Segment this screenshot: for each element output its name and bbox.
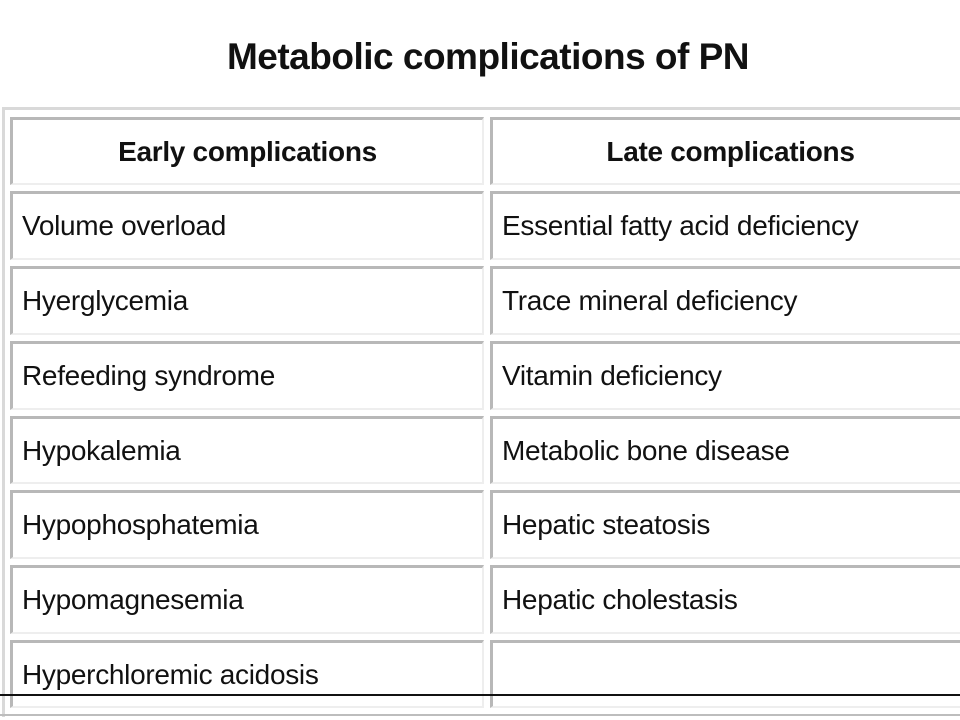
table-cell — [10, 191, 484, 260]
cell-text: Hyperchloremic acidosis — [22, 658, 319, 690]
table-cell — [10, 640, 484, 708]
cell-text: Trace mineral deficiency — [502, 285, 798, 316]
table-cell — [10, 266, 484, 335]
cell-text: Hypophosphatemia — [22, 509, 259, 540]
table-cell — [490, 490, 960, 559]
cell-text: Hypokalemia — [22, 434, 181, 466]
header-label: Early complications — [118, 135, 377, 167]
cell-text: Hypomagnesemia — [22, 584, 244, 615]
cell-text: Hepatic cholestasis — [502, 584, 738, 615]
cell-text: Volume overload — [22, 210, 227, 241]
table-cell — [10, 341, 484, 410]
table-header-early — [10, 117, 484, 185]
table-cell — [490, 341, 960, 410]
table-header-late — [490, 117, 960, 185]
header-label: Late complications — [606, 135, 855, 167]
cell-text: Vitamin deficiency — [502, 360, 722, 391]
table-cell — [10, 565, 484, 634]
table-cell — [10, 490, 484, 559]
slide-title: Metabolic complications of PN — [226, 36, 750, 77]
table-cell — [490, 416, 960, 484]
cell-text: Refeeding syndrome — [22, 360, 275, 391]
table-cell — [490, 640, 960, 708]
table-cell — [490, 191, 960, 260]
table-cell — [490, 565, 960, 634]
bottom-divider — [0, 694, 960, 696]
cell-text: Metabolic bone disease — [502, 434, 790, 466]
cell-text: Hepatic steatosis — [502, 509, 711, 540]
bottom-divider-shadow — [0, 714, 960, 716]
cell-text: Hyerglycemia — [22, 285, 188, 316]
table-cell — [490, 266, 960, 335]
cell-text: Essential fatty acid deficiency — [502, 210, 859, 241]
table-cell — [10, 416, 484, 484]
